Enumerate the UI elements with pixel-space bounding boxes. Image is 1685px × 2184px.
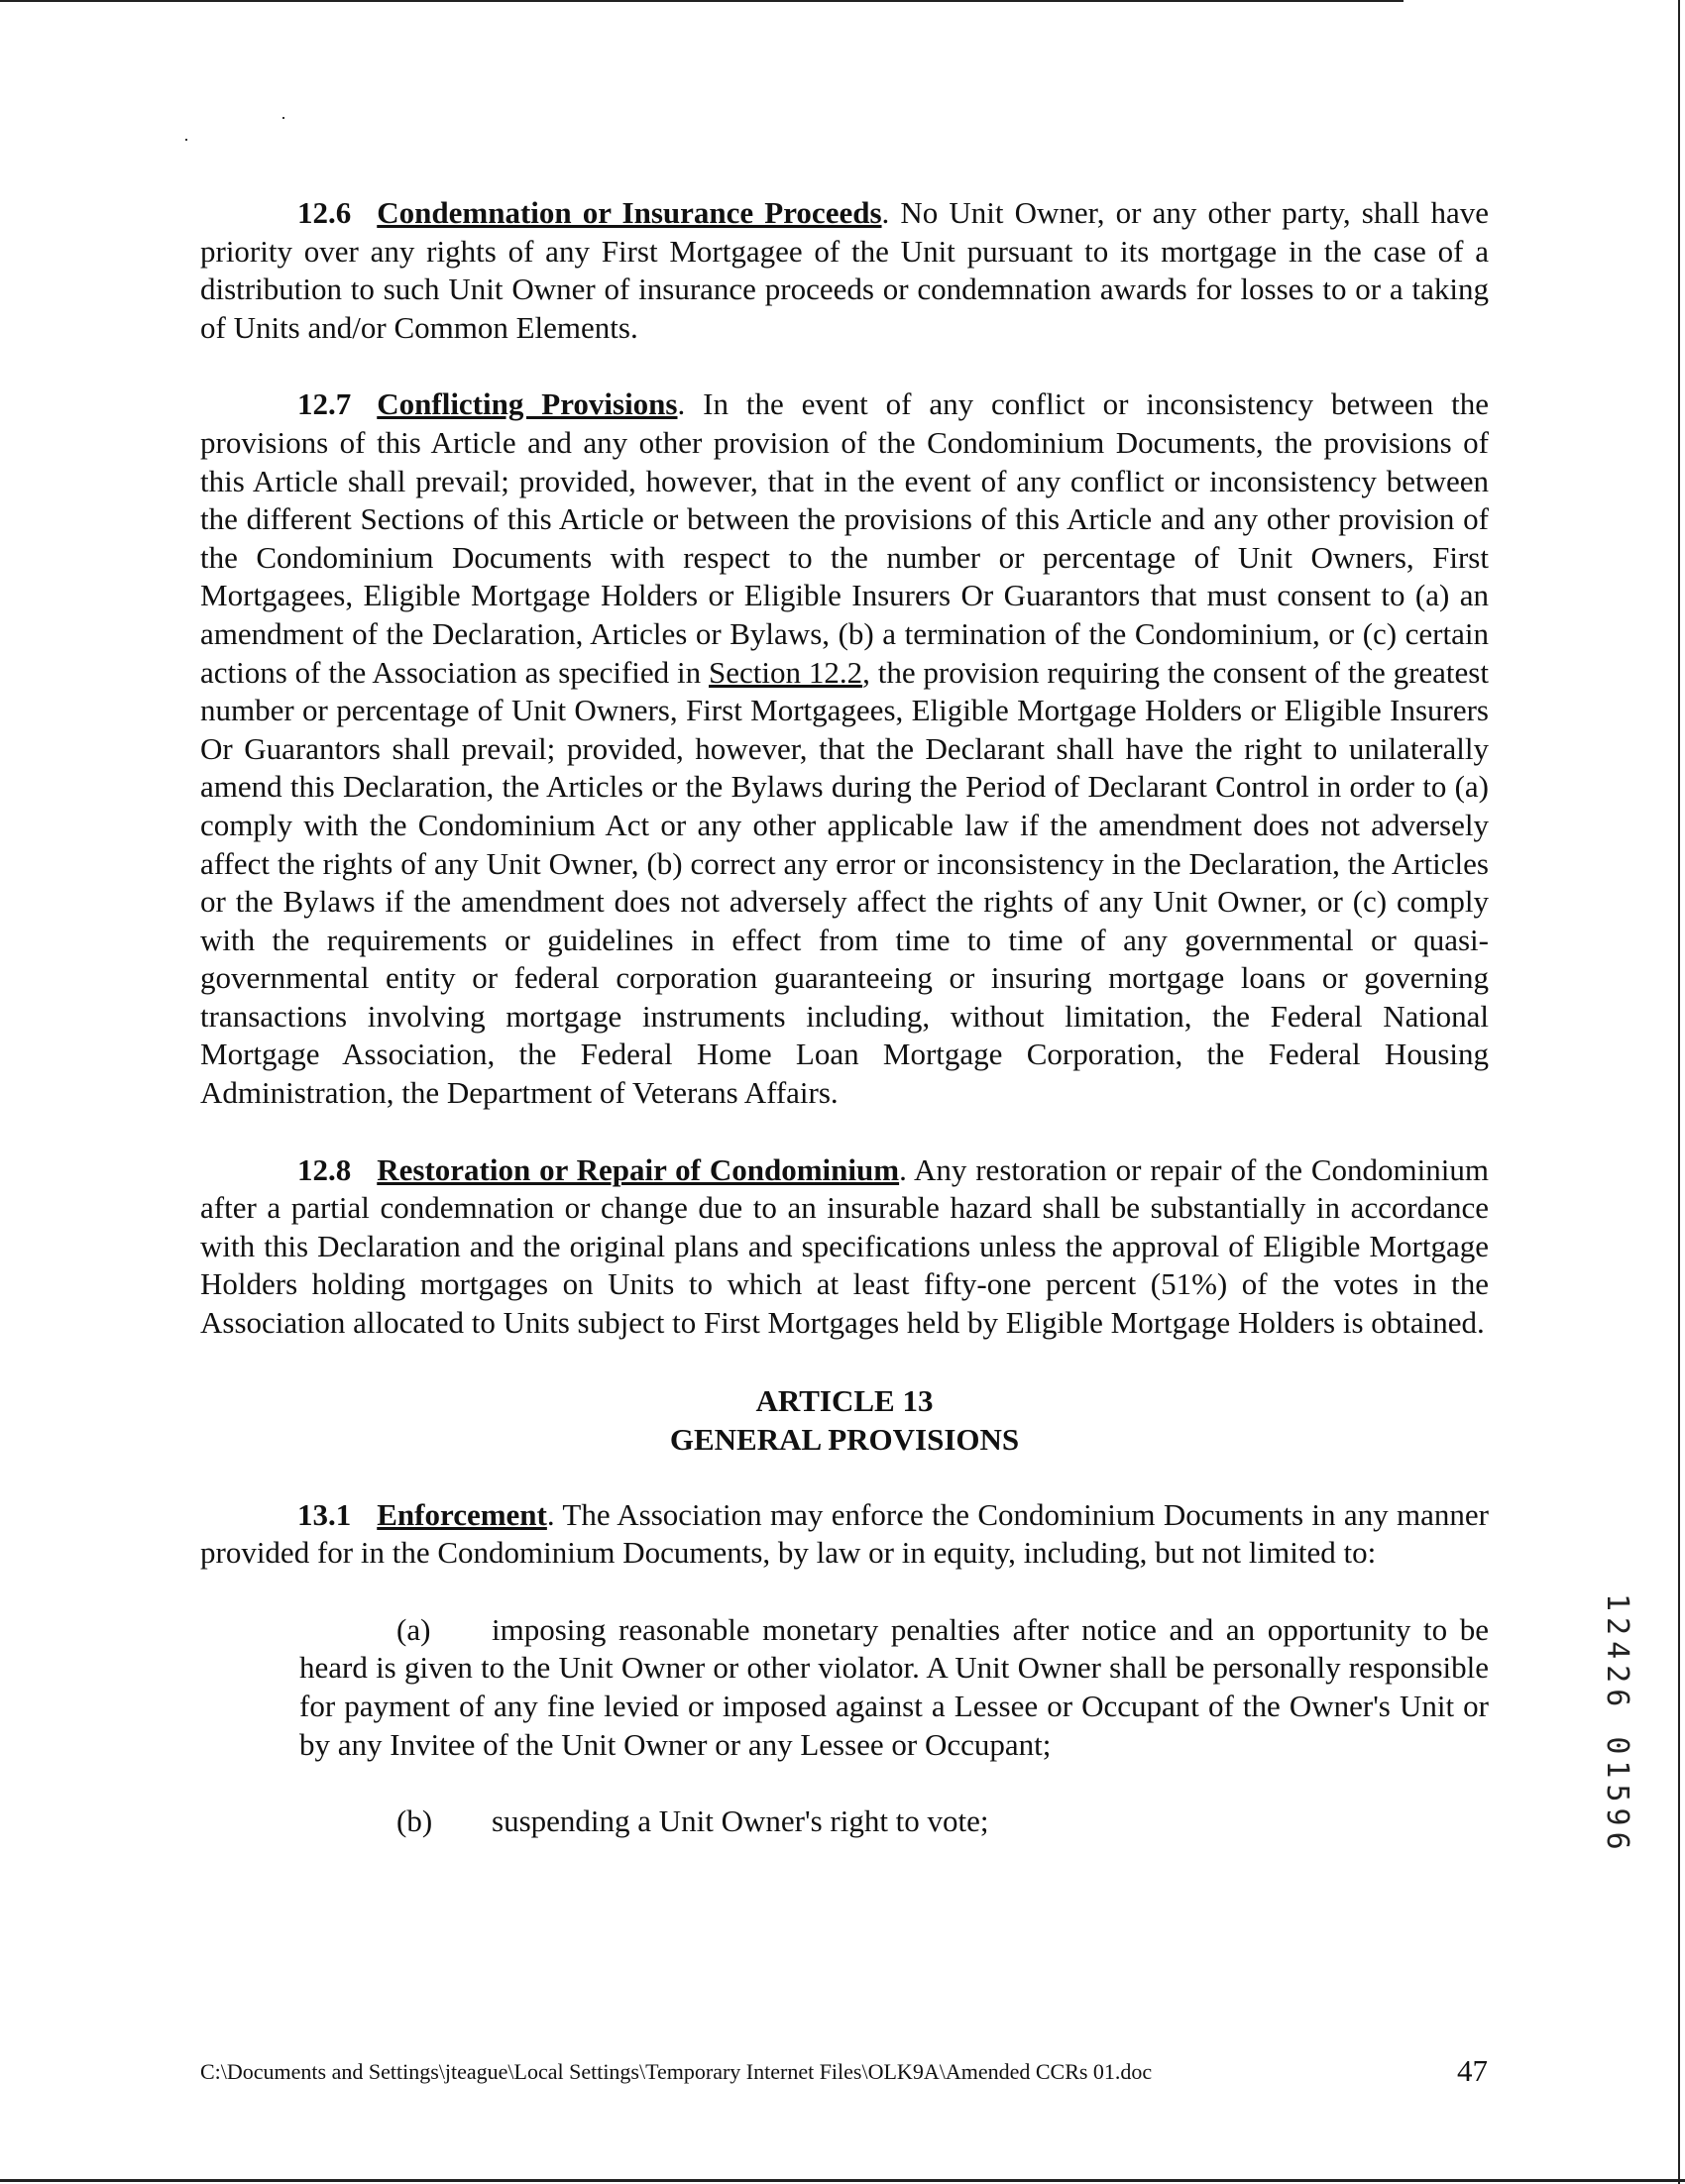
list-item <box>299 1611 1489 1764</box>
section-reference: Section 12.2 <box>709 654 863 690</box>
list-item-text: suspending a Unit Owner's right to vote; <box>492 1803 989 1839</box>
page-number: 47 <box>1457 2053 1488 2088</box>
section-text-continued: , the provision requiring the consent of the greatest number or percentage of Unit Owners, First Mortgagees, Eligible Mortgage Holders or Eligible Insurers Or Guarantors shall prevail; provided, however, that the Declarant shall have the right to unilaterally amend this Declaration, the Articles or the Bylaws during the Period of Declarant Control in order to (a) comply with the Condominium Act or any other applicable law if the amendment does not adversely affect the rights of any Unit Owner, (b) correct any error or inconsistency in the Declaration, the Articles or the Bylaws if the amendment does not adversely affect the rights of any Unit Owner, or (c) comply with the requirements or guidelines in effect from time to time of any governmental or quasi-governmental entity or federal corporation guaranteeing or insuring mortgage loans or governing transactions involving mortgage instruments including, without limitation, the Federal National Mortgage Association, the Federal Home Loan Mortgage Corporation, the Federal Housing Administration, the Department of Veterans Affairs. <box>200 654 1489 1111</box>
section-12-7 <box>200 385 1489 1112</box>
list-item <box>299 1802 1489 1841</box>
list-item-label: (b) <box>396 1803 433 1839</box>
list-item-text: imposing reasonable monetary penalties after notice and an opportunity to be heard is given to the Unit Owner or other violator. A Unit Owner shall be personally responsible for payment of any fine levied or imposed against a Lessee or Occupant of the Owner's Unit or by any Invitee of the Unit Owner or any Lessee or Occupant; <box>299 1611 1489 1762</box>
section-text: . In the event of any conflict or inconsistency between the provisions of this Article and any other provision of the Condominium Documents, the provisions of this Article shall prevail; provided, however, that in the event of any conflict or inconsistency between the different Sections of this Article or between the provisions of this Article and any other provision of the Condominium Documents with respect to the number or percentage of Unit Owners, First Mortgagees, Eligible Mortgage Holders or Eligible Insurers Or Guarantors that must consent to (a) an amendment of the Declaration, Articles or Bylaws, (b) a termination of the Condominium, or (c) certain actions of the Association as specified in <box>200 386 1490 690</box>
section-number: 12.8 <box>297 1151 352 1187</box>
section-number: 13.1 <box>297 1496 352 1532</box>
bottom-border-line <box>0 2179 1685 2182</box>
section-number: 12.6 <box>297 195 352 230</box>
section-heading: Restoration or Repair of Condominium <box>377 1151 900 1187</box>
section-text: . The Association may enforce the Condominium Documents in any manner provided for in the Condominium Documents, by law or in equity, including, but not limited to: <box>200 1496 1489 1571</box>
section-13-1 <box>200 1496 1489 1573</box>
section-12-6 <box>200 194 1489 347</box>
right-border-line <box>1678 0 1680 2184</box>
list-item-label: (a) <box>396 1611 431 1647</box>
document-body <box>200 194 1489 1880</box>
top-border-line <box>0 0 1404 2</box>
section-number: 12.7 <box>297 386 352 422</box>
article-number: ARTICLE 13 <box>755 1382 934 1418</box>
recording-stamp: 12426 01596 <box>1600 1593 1634 1856</box>
section-12-8 <box>200 1151 1489 1343</box>
scan-speck <box>185 139 187 141</box>
section-heading: Condemnation or Insurance Proceeds <box>377 195 882 230</box>
scan-speck <box>282 117 284 119</box>
article-heading <box>200 1381 1489 1459</box>
section-text: . No Unit Owner, or any other party, shall have priority over any rights of any First Mortgagee of the Unit pursuant to its mortgage in the case of a distribution to such Unit Owner of insurance proceeds or condemnation awards for losses to or a taking of Units and/or Common Elements. <box>200 195 1489 345</box>
section-heading: Conflicting Provisions <box>377 386 678 422</box>
footer-file-path: C:\Documents and Settings\jteague\Local Settings\Temporary Internet Files\OLK9A\Amended CCRs 01.doc <box>200 2059 1153 2084</box>
section-heading: Enforcement <box>377 1496 547 1532</box>
section-text: . Any restoration or repair of the Condominium after a partial condemnation or change due to an insurable hazard shall be substantially in accordance with this Declaration and the original plans and specifications unless the approval of Eligible Mortgage Holders holding mortgages on Units to which at least fifty-one percent (51%) of the votes in the Association allocated to Units subject to First Mortgages held by Eligible Mortgage Holders is obtained. <box>200 1151 1489 1341</box>
article-title: GENERAL PROVISIONS <box>669 1421 1020 1457</box>
